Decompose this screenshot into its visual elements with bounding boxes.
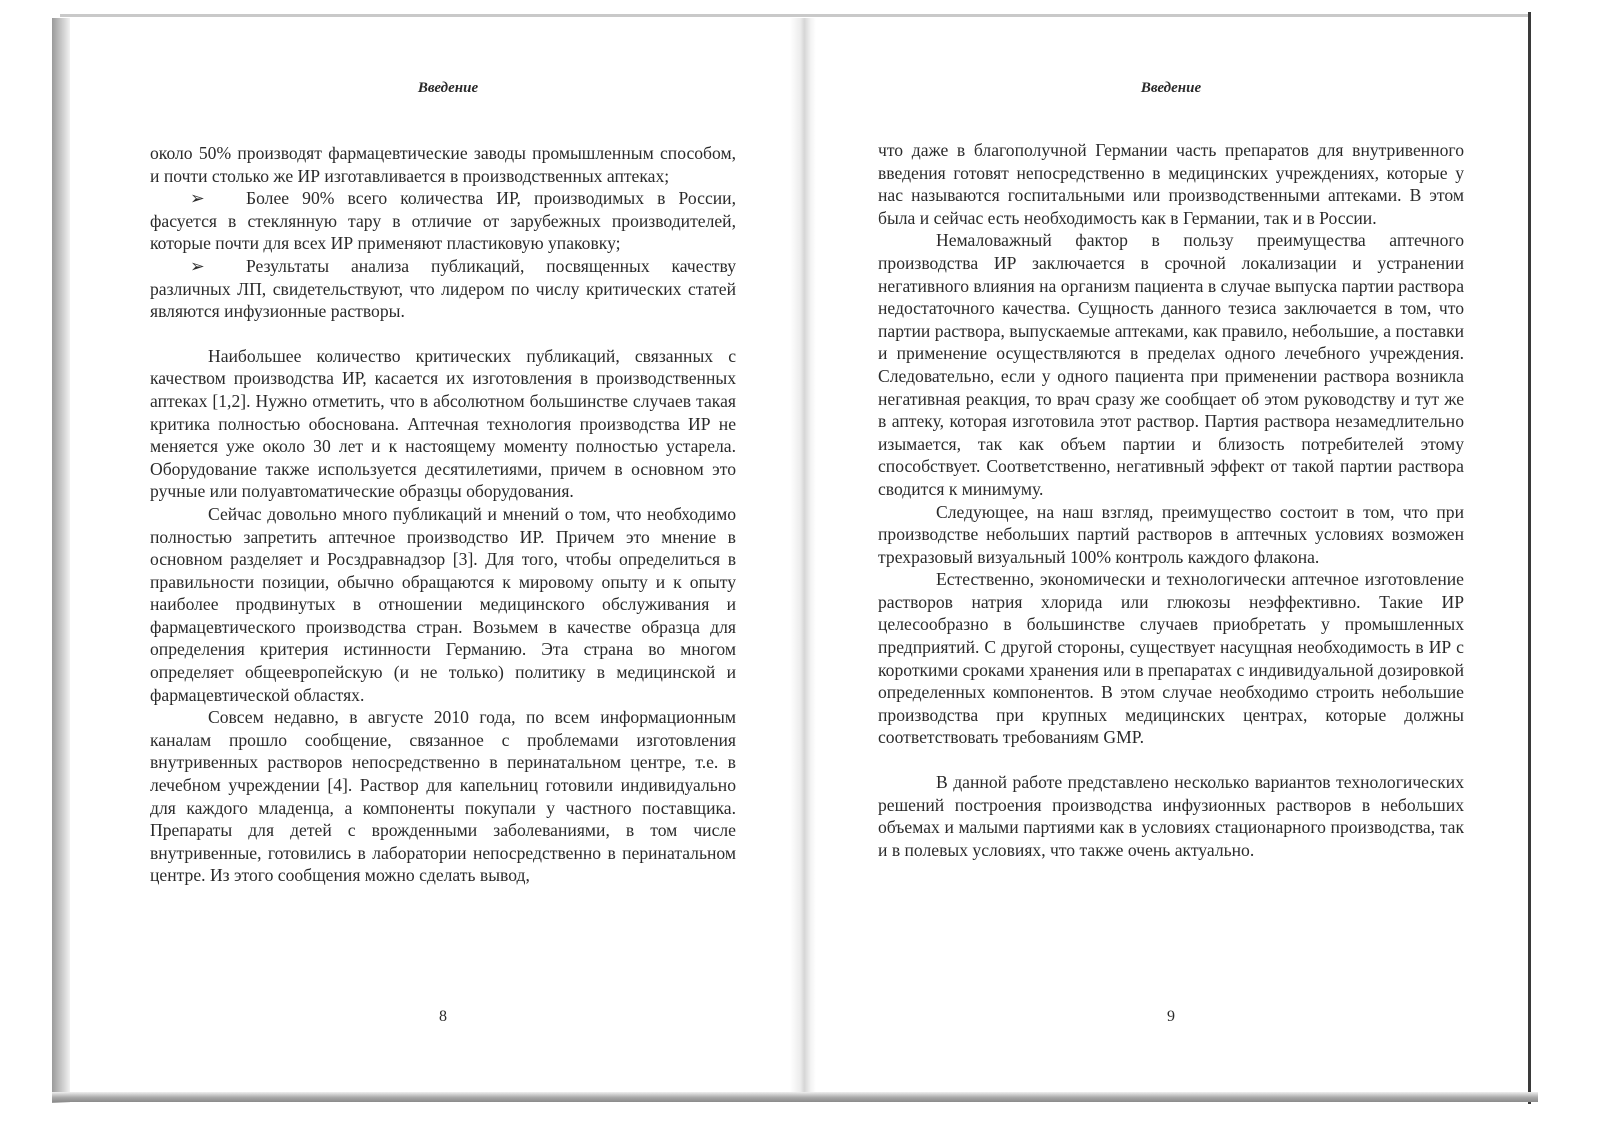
paragraph: что даже в благополучной Германии часть препаратов для внутривенного введения готовят непосредственно в медицинских учреждениях, которые у нас называются госпитальными или производственными аптеками. В этом была и сейчас есть необходимость как в Германии, так и в России. — [878, 140, 1464, 228]
paragraph: Следующее, на наш взгляд, преимущество состоит в том, что при производстве небольших партий растворов в аптечных условиях возможен трехразовый визуальный 100% контроль каждого флакона. — [878, 501, 1464, 567]
bullet-item — [150, 255, 736, 323]
paragraph-gap — [150, 323, 736, 345]
scan-right-margin — [1528, 0, 1600, 1133]
bullet-item — [150, 187, 736, 255]
page-body — [150, 142, 736, 887]
paragraph: Сейчас довольно много публикаций и мнений о том, что необходимо полностью запретить аптечное производство ИР. Причем это мнение в основном разделяет и Росздравнадзор [3]. Для того, чтобы определиться в правильности позиции, обычно обращаются к мировому опыту и к опыту наиболее продвинутых в отношении медицинского обслуживания и фармацевтического производства стран. Возьмем в качестве образца для определения критерия истинности Германию. Эта страна во многом определяет общеевропейскую (и не только) политику в медицинской и фармацевтической областях. — [150, 503, 736, 705]
running-head: Введение — [1140, 80, 1202, 96]
scan-left-shadow — [52, 18, 70, 1103]
paragraph-gap — [878, 749, 1464, 771]
running-head: Введение — [417, 80, 479, 96]
bullet-text: Результаты анализа публикаций, посвященных качеству различных ЛП, свидетельствуют, что лидером по числу критических статей являются инфузионные растворы. — [150, 255, 736, 322]
scan-right-edge-line — [1528, 12, 1531, 1104]
page-number: 8 — [439, 1008, 447, 1025]
paragraph: Наибольшее количество критических публикаций, связанных с качеством производства ИР, касается их изготовления в производственных аптеках [1,2]. Нужно отметить, что в абсолютном большинстве случаев такая критика полностью обоснована. Аптечная технология производства ИР не меняется уже около 30 лет и к настоящему моменту полностью устарела. Оборудование также используется десятилетиями, причем в основном это ручные или полуавтоматические образцы оборудования. — [150, 345, 736, 502]
book-spine-shadow — [790, 18, 816, 1093]
bullet-arrow-icon: ➢ — [190, 188, 205, 209]
paragraph: Естественно, экономически и технологически аптечное изготовление растворов натрия хлорида или глюкозы неэффективно. Такие ИР целесообразно в большинстве случаев приобретать у промышленных предприятий. С другой стороны, существует насущная необходимость в ИР с короткими сроками хранения или в препаратах с индивидуальной дозировкой определенных компонентов. В этом случае необходимо строить небольшие производства при крупных медицинских центрах, которые должны соответствовать требованиям GMP. — [878, 569, 1464, 748]
bullet-text: Более 90% всего количества ИР, производимых в России, фасуется в стеклянную тару в отличие от зарубежных производителей, которые почти для всех ИР применяют пластиковую упаковку; — [150, 188, 736, 254]
paragraph: Совсем недавно, в августе 2010 года, по всем информационным каналам прошло сообщение, связанное с проблемами изготовления внутривенных растворов непосредственно в перинатальном центре, т.е. в лечебном учреждении [4]. Раствор для капельниц готовили индивидуально для каждого младенца, а компоненты покупали у частного поставщика. Препараты для детей с врожденными заболеваниями, в том числе внутривенные, готовились в лаборатории непосредственно в перинатальном центре. Из этого сообщения можно сделать вывод, — [150, 707, 736, 886]
scan-bottom-shadow — [52, 1092, 1538, 1102]
paragraph: В данной работе представлено несколько вариантов технологических решений построения производства инфузионных растворов в небольших объемах и малыми партиями как в условиях стационарного производства, так и в полевых условиях, что также очень актуально. — [878, 772, 1464, 860]
page-number: 9 — [1167, 1008, 1175, 1025]
left-page — [150, 0, 736, 1092]
page-body — [878, 139, 1464, 861]
right-page — [878, 0, 1464, 1092]
bullet-arrow-icon: ➢ — [190, 255, 205, 276]
paragraph: Немаловажный фактор в пользу преимущества аптечного производства ИР заключается в срочной локализации и устранении негативного влияния на организм пациента в случае выпуска партии раствора недостаточного качества. Сущность данного тезиса заключается в том, что партии раствора, выпускаемые аптеками, как правило, небольшие, а поставки и применение осуществляются в пределах одного лечебного учреждения. Следовательно, если у одного пациента при применении раствора возникла негативная реакция, то врач сразу же сообщает об этом руководству и тут же в аптеку, которая изготовила этот раствор. Партия раствора незамедлительно изымается, так как объем партии и близость потребителей этому способствует. Соответственно, негативный эффект от такой партии раствора сводится к минимуму. — [878, 230, 1464, 499]
paragraph: около 50% производят фармацевтические заводы промышленным способом, и почти столько же ИР изготавливается в производственных аптеках; — [150, 143, 736, 186]
